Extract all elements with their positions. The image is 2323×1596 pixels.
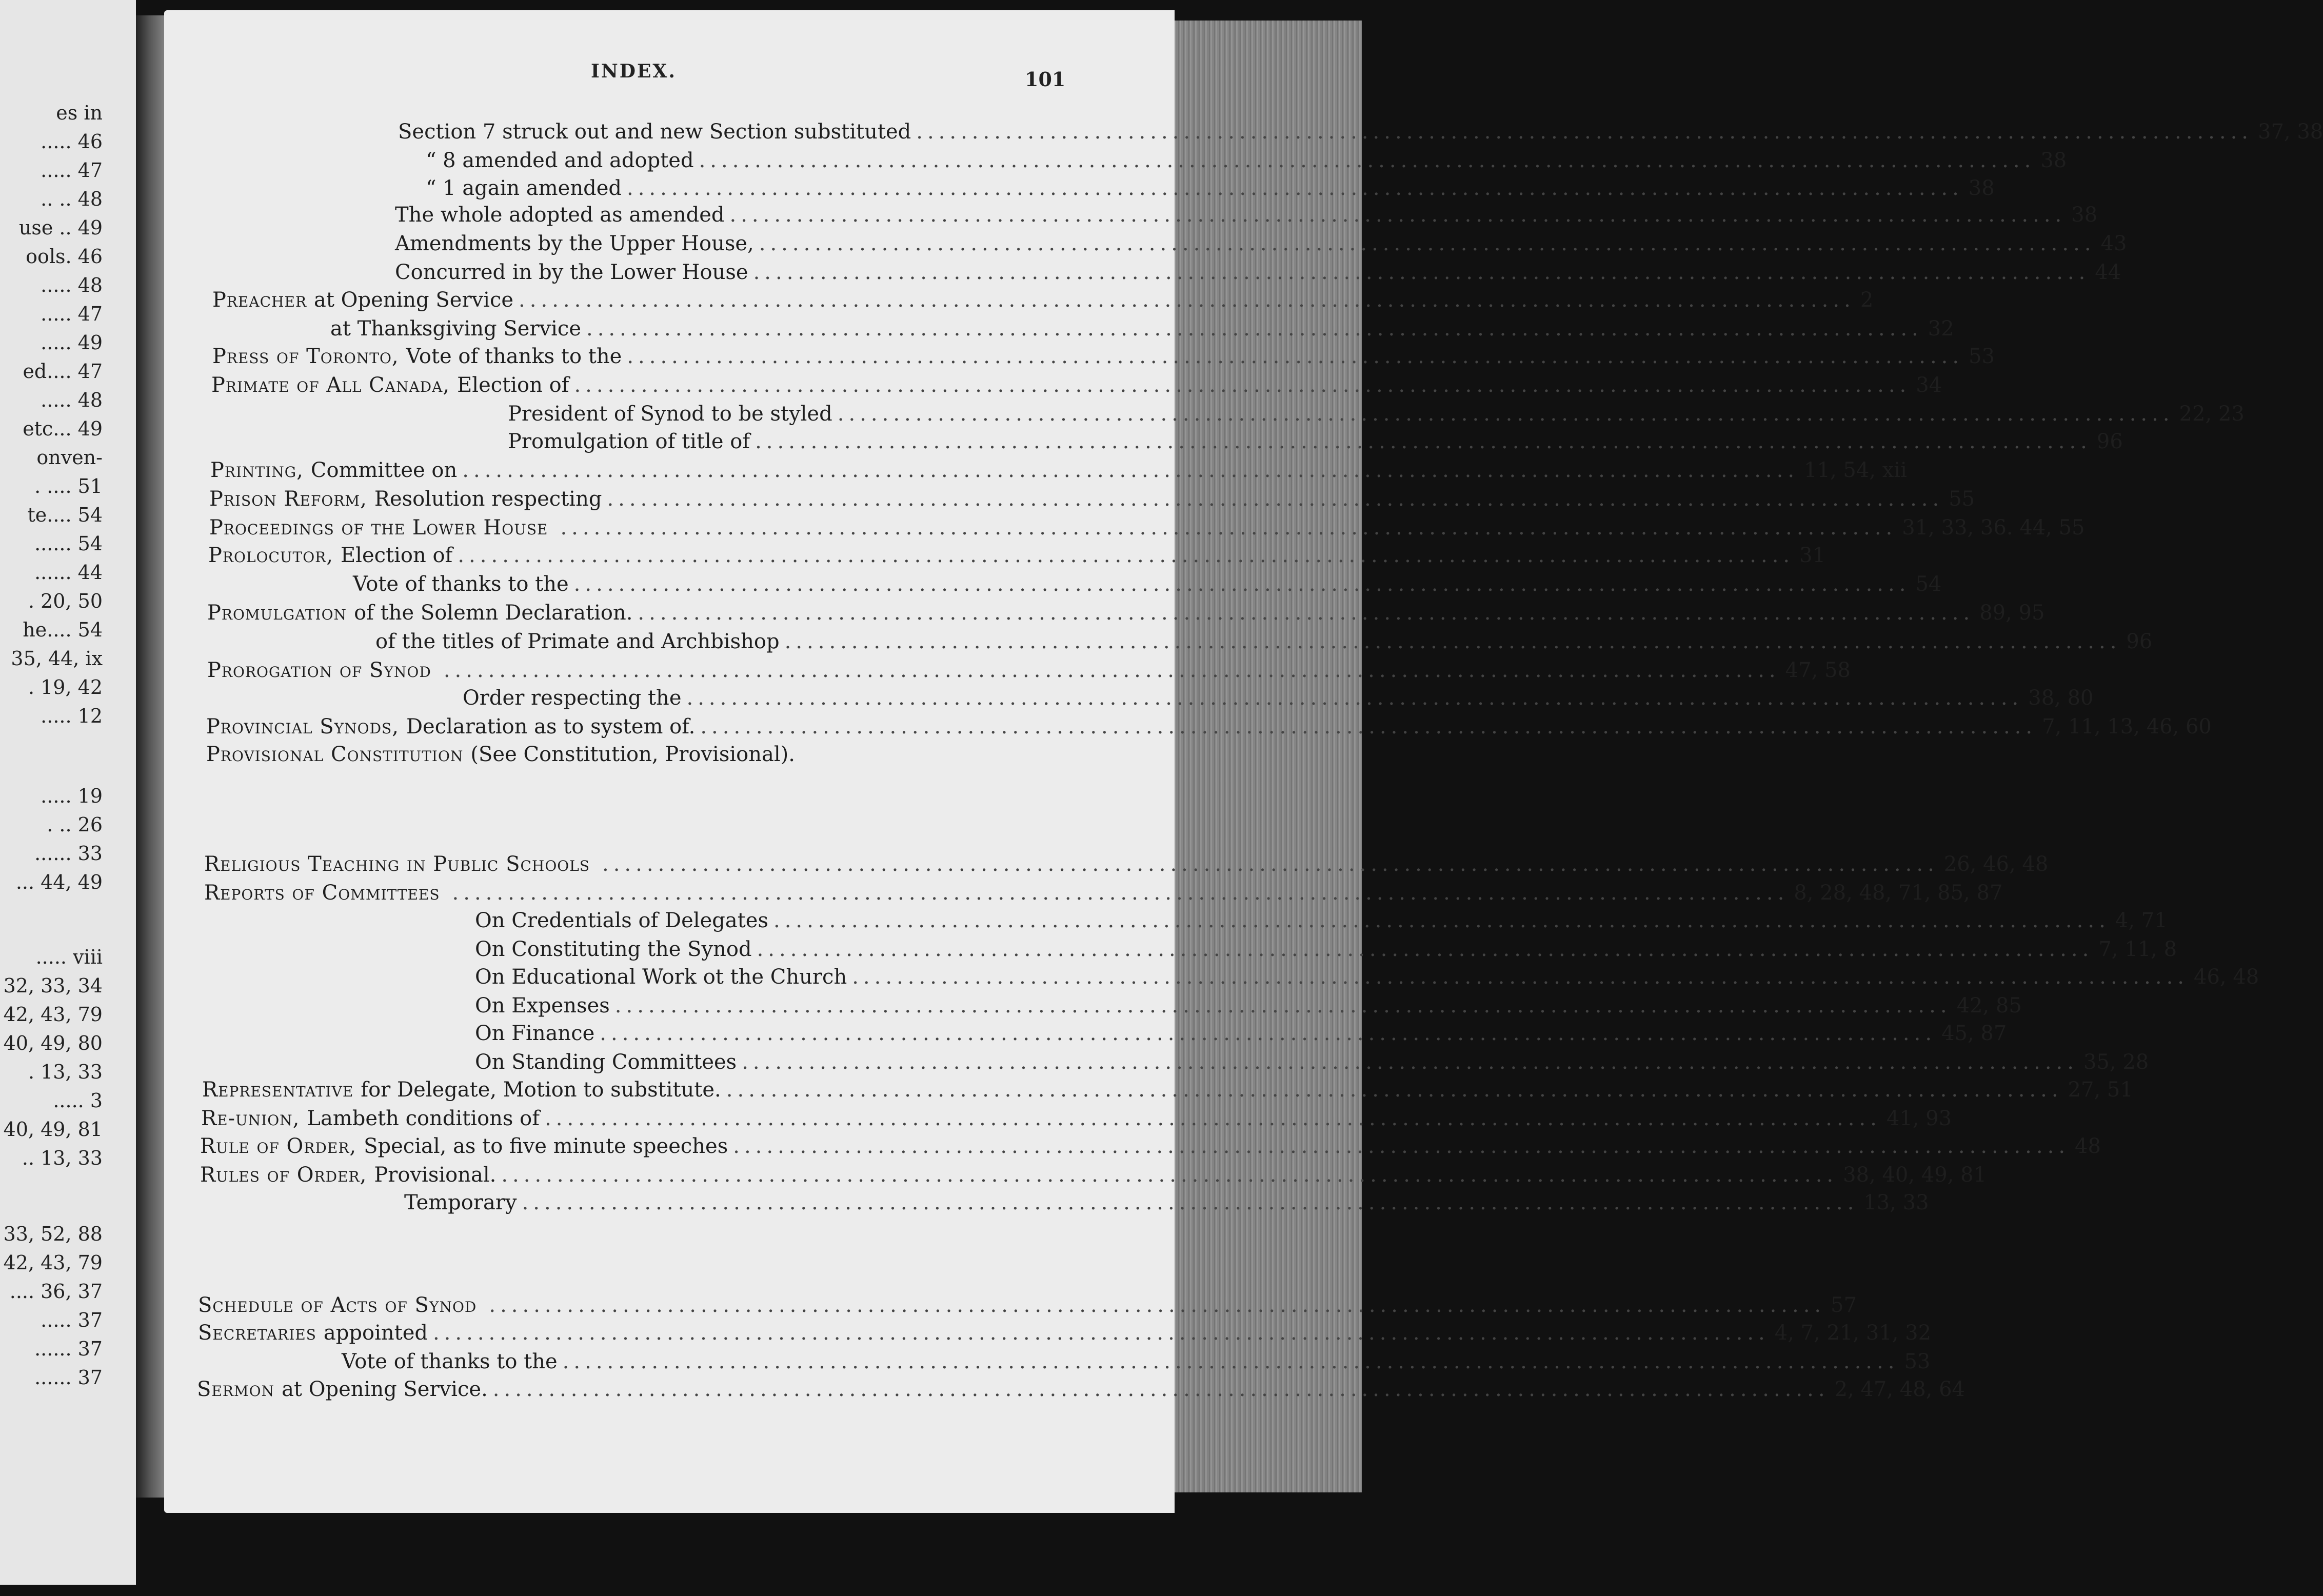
dot-leader: ........................................................................................................................ <box>773 909 2110 932</box>
index-entry <box>201 1106 1952 1131</box>
index-subentry-text: appointed <box>323 1321 428 1345</box>
index-subentry-text: Resolution respecting <box>374 487 602 511</box>
index-subentry-text: Provisional. <box>374 1163 497 1187</box>
page-references: 31, 33, 36. 44, 55 <box>1902 516 2085 540</box>
index-subentry-text: President of Synod to be styled <box>508 402 832 426</box>
page-references: 22, 23 <box>2179 402 2245 426</box>
dot-leader: ........................................................................................................................ <box>638 601 1975 625</box>
dot-leader: ........................................................................................................................ <box>733 1134 2070 1158</box>
dot-leader: ........................................................................................................................ <box>784 630 2121 653</box>
index-heading: Preacher <box>212 288 307 312</box>
index-heading: Secretaries <box>198 1321 316 1345</box>
dot-leader: ........................................................................................................................ <box>574 373 1911 397</box>
page-references: 2 <box>1860 288 1874 312</box>
left-page-line: ...... 33 <box>34 842 103 865</box>
index-subentry-text: On Finance <box>475 1022 595 1045</box>
dot-leader: ........................................................................................................................ <box>522 1191 1859 1214</box>
running-header-title: INDEX. <box>591 61 677 82</box>
page-references: 47, 58 <box>1785 659 1851 682</box>
page-references: 38, 80 <box>2028 686 2094 710</box>
index-subentry-text: The whole adopted as amended <box>395 203 725 227</box>
page-references: 26, 46, 48 <box>1943 852 2049 876</box>
left-page-line: ..... 3 <box>53 1089 103 1112</box>
dot-leader: ........................................................................................................................ <box>627 345 1964 368</box>
left-page-line: .... 36, 37 <box>9 1280 103 1303</box>
index-subentry-text: Concurred in by the Lower House <box>395 261 748 284</box>
index-entry <box>475 993 2022 1019</box>
index-entry <box>206 742 887 767</box>
index-entry <box>212 287 1874 313</box>
dot-leader: ........................................................................................................................ <box>602 852 1939 876</box>
index-heading: Rules of Order, <box>200 1163 367 1187</box>
dot-leader: ........................................................................................................................ <box>432 1321 1770 1345</box>
left-page-line: onven- <box>36 446 103 469</box>
left-page-line: ...... 54 <box>34 532 103 555</box>
dot-leader: ........................................................................................................................ <box>614 994 1952 1018</box>
dot-leader: ........................................................................................................................ <box>916 120 2253 144</box>
index-entry <box>207 600 2045 626</box>
index-subentry-text: Committee on <box>310 458 458 482</box>
left-page-line: ...... 37 <box>34 1366 103 1389</box>
dot-leader: ........................................................................................................................ <box>729 203 2067 227</box>
page-references: 38 <box>2071 203 2098 227</box>
left-page-line: 35, 44, ix <box>11 647 103 670</box>
left-page-line: 42, 43, 79 <box>3 1251 103 1274</box>
left-page-line: ..... 47 <box>41 303 103 325</box>
index-entry <box>202 1077 2133 1103</box>
page-references: 4, 7, 21, 31, 32 <box>1774 1321 1932 1345</box>
page-references: 2, 47, 48, 64 <box>1834 1378 1965 1401</box>
dot-leader: ........................................................................................................................ <box>686 686 2023 710</box>
index-subentry-text: at Opening Service <box>314 288 514 312</box>
index-subentry-text: Lambeth conditions of <box>307 1107 540 1130</box>
left-page-line: ..... 48 <box>41 389 103 411</box>
index-entry <box>375 629 2153 654</box>
index-subentry-text: Declaration as to system of. <box>406 715 696 739</box>
index-subentry-text: Amendments by the Upper House, <box>395 232 754 255</box>
index-heading: Promulgation <box>207 601 347 625</box>
index-entry <box>395 231 2127 256</box>
page-references: 42, 85 <box>1956 994 2022 1018</box>
page-references: 41, 93 <box>1886 1107 1952 1130</box>
page-references: 96 <box>2126 630 2153 653</box>
dot-leader: ........................................................................................................................ <box>562 1350 1899 1373</box>
dot-leader: ........................................................................................................................ <box>837 402 2174 426</box>
index-heading: Press of Toronto, <box>212 345 399 368</box>
index-entry <box>198 1292 1857 1318</box>
left-page-line: ..... viii <box>35 946 103 968</box>
dot-leader: ........................................................................................................................ <box>560 516 1897 540</box>
left-page-line: ed.... 47 <box>23 360 103 383</box>
index-heading: Provincial Synods, <box>206 715 399 739</box>
left-page-line: . 13, 33 <box>28 1061 103 1083</box>
index-entry <box>210 457 1907 483</box>
index-entry <box>404 1190 1929 1215</box>
dot-leader: ........................................................................................................................ <box>755 430 2092 453</box>
page-references: 45, 87 <box>1941 1022 2007 1045</box>
left-page <box>0 0 136 1585</box>
page-references: 55 <box>1949 487 1975 511</box>
index-entry <box>342 1349 1931 1374</box>
index-entry <box>204 851 2049 877</box>
index-subentry-text: Section 7 struck out and new Section substituted <box>398 120 911 144</box>
index-entry <box>475 908 2168 933</box>
index-subentry-text: at Thanksgiving Service <box>330 317 581 341</box>
index-entry <box>197 1376 1965 1402</box>
dot-leader: ........................................................................................................................ <box>573 572 1911 596</box>
page-number: 101 <box>1025 68 1066 91</box>
index-entry <box>330 316 1954 342</box>
index-subentry-text: Special, as to five minute speeches <box>364 1134 728 1158</box>
dot-leader: ........................................................................................................................ <box>462 458 1799 482</box>
left-page-line: . .... 51 <box>34 475 103 497</box>
index-heading: Provisional Constitution <box>206 743 464 766</box>
index-heading: Proceedings of the Lower House <box>209 516 548 540</box>
index-entry <box>463 685 2094 711</box>
index-heading: Sermon <box>197 1378 275 1401</box>
index-entry <box>212 344 1995 369</box>
page-references: 53 <box>1969 345 1995 368</box>
left-page-line: ...... 44 <box>34 561 103 584</box>
page-references: 34 <box>1916 373 1942 397</box>
index-entry <box>209 515 2085 541</box>
page-references: 31 <box>1799 544 1826 567</box>
index-entry <box>398 119 2323 145</box>
left-page-line: 32, 33, 34 <box>3 974 103 997</box>
page-references: 32 <box>1928 317 1954 341</box>
index-subentry-text: Election of <box>340 544 453 567</box>
index-subentry-text: Vote of thanks to the <box>353 572 569 596</box>
index-subentry-text: Temporary <box>404 1191 517 1214</box>
page-references: 48 <box>2075 1134 2101 1158</box>
index-heading: Representative <box>202 1078 354 1102</box>
left-page-line: 40, 49, 81 <box>3 1118 103 1141</box>
index-heading: Religious Teaching in Public Schools <box>204 852 590 876</box>
dot-leader: ........................................................................................................................ <box>519 288 1855 312</box>
dot-leader: ........................................................................................................................ <box>489 1293 1826 1317</box>
index-entry <box>209 486 1975 512</box>
dot-leader: ........................................................................................................................ <box>757 937 2094 961</box>
page-references: 54 <box>1915 572 1942 596</box>
left-page-line: he.... 54 <box>23 619 103 641</box>
page-references: 37, 38 <box>2258 120 2323 144</box>
page-references: 38 <box>2040 149 2067 172</box>
page-references: 13, 33 <box>1863 1191 1929 1214</box>
page-references: 89, 95 <box>1979 601 2045 625</box>
index-subentry-text: Promulgation of title of <box>508 430 750 453</box>
left-page-line: ools. 46 <box>26 245 103 268</box>
dot-leader: ........................................................................................................................ <box>452 881 1789 905</box>
index-subentry-text: for Delegate, Motion to substitute. <box>361 1078 721 1102</box>
left-page-line: 33, 52, 88 <box>3 1223 103 1245</box>
page-references: 7, 11, 8 <box>2098 937 2177 961</box>
dot-leader: ........................................................................................................................ <box>627 176 1963 200</box>
page-references: 96 <box>2096 430 2123 453</box>
page-references: 27, 51 <box>2068 1078 2133 1102</box>
index-subentry-text: On Educational Work ot the Church <box>475 965 847 989</box>
left-page-line: ... 44, 49 <box>15 871 103 893</box>
dot-leader: ........................................................................................................................ <box>726 1078 2063 1102</box>
index-entry <box>395 260 2121 285</box>
left-page-line: 42, 43, 79 <box>3 1003 103 1026</box>
index-subentry-text: On Credentials of Delegates <box>475 909 768 932</box>
index-entry <box>426 175 1995 201</box>
index-subentry-text: On Constituting the Synod <box>475 937 752 961</box>
page-references: 38 <box>1968 176 1995 200</box>
index-entry <box>207 657 1851 683</box>
left-page-line: ...... 37 <box>34 1338 103 1360</box>
left-page-line: es in <box>56 102 103 124</box>
index-heading: Schedule of Acts of Synod <box>198 1293 477 1317</box>
index-subentry-text: “ 1 again amended <box>426 176 622 200</box>
index-entry <box>426 148 2067 173</box>
index-subentry-text: On Standing Committees <box>475 1050 737 1074</box>
page-references: 57 <box>1831 1293 1857 1317</box>
index-heading: Reports of Committees <box>204 881 440 905</box>
index-entry <box>200 1133 2101 1159</box>
left-page-line: ..... 49 <box>41 331 103 354</box>
left-page-line: . .. 26 <box>47 813 103 836</box>
dot-leader: ........................................................................................................................ <box>742 1050 2078 1074</box>
index-heading: Prolocutor, <box>208 544 333 567</box>
index-subentry-text: (See Constitution, Provisional). <box>470 743 795 766</box>
page-references: 4, 71 <box>2115 909 2168 932</box>
page-references: 8, 28, 48, 71, 85, 87 <box>1794 881 2003 905</box>
left-page-line: etc... 49 <box>23 417 103 440</box>
left-page-line: te.... 54 <box>27 504 103 526</box>
left-page-line: ..... 47 <box>41 159 103 182</box>
index-entry <box>475 1021 2007 1046</box>
index-entry <box>395 202 2098 228</box>
index-entry <box>475 1049 2149 1075</box>
index-heading: Prorogation of Synod <box>207 659 431 682</box>
dot-leader: ........................................................................................................................ <box>501 1163 1838 1187</box>
dot-leader: ........................................................................................................................ <box>443 659 1780 682</box>
index-subentry-text: Order respecting the <box>463 686 682 710</box>
index-entry <box>206 714 2212 740</box>
index-entry <box>208 543 1826 568</box>
dot-leader: ........................................................................................................................ <box>492 1378 1830 1401</box>
index-subentry-text: On Expenses <box>475 994 610 1018</box>
dot-leader: ........................................................................................................................ <box>586 317 1923 341</box>
index-heading: Re-union, <box>201 1107 300 1130</box>
page-references: 35, 28 <box>2083 1050 2149 1074</box>
index-subentry-text: Election of <box>457 373 569 397</box>
page-references: 7, 11, 13, 46, 60 <box>2042 715 2212 739</box>
index-subentry-text: at Opening Service. <box>282 1378 488 1401</box>
index-subentry-text: of the Solemn Declaration. <box>354 601 633 625</box>
dot-leader: ........................................................................................................................ <box>699 149 2036 172</box>
page-references: 43 <box>2100 232 2127 255</box>
page-references: 53 <box>1904 1350 1931 1373</box>
index-heading: Rule of Order, <box>200 1134 357 1158</box>
left-page-line: .. .. 48 <box>41 188 103 210</box>
index-entry <box>508 429 2123 454</box>
index-entry <box>200 1162 1987 1188</box>
left-page-line: .. 13, 33 <box>22 1147 103 1169</box>
index-heading: Primate of All Canada, <box>211 373 450 397</box>
index-heading: Prison Reform, <box>209 487 367 511</box>
index-subentry-text: of the titles of Primate and Archbishop <box>375 630 780 653</box>
left-page-line: ..... 12 <box>41 705 103 727</box>
dot-leader: ........................................................................................................................ <box>852 965 2189 989</box>
index-subentry-text: Vote of thanks to the <box>406 345 622 368</box>
left-page-line: ..... 46 <box>41 130 103 153</box>
dot-leader: ........................................................................................................................ <box>600 1022 1937 1045</box>
left-page-line: ..... 37 <box>41 1309 103 1331</box>
index-entry <box>475 936 2177 962</box>
dot-leader: ........................................................................................................................ <box>607 487 1944 511</box>
left-page-line: ..... 19 <box>41 785 103 807</box>
left-page-line: ..... 48 <box>41 274 103 296</box>
page-references: 38, 40, 49, 81 <box>1843 1163 1987 1187</box>
dot-leader: ........................................................................................................................ <box>545 1107 1881 1130</box>
left-page-line: . 19, 42 <box>28 676 103 699</box>
dot-leader: ........................................................................................................................ <box>753 261 2090 284</box>
dot-leader: ........................................................................................................................ <box>458 544 1795 567</box>
index-heading: Printing, <box>210 458 304 482</box>
index-entry <box>211 372 1942 398</box>
index-subentry-text: Vote of thanks to the <box>342 1350 558 1373</box>
dot-leader: ........................................................................................................................ <box>759 232 2096 255</box>
index-entry <box>475 964 2259 990</box>
left-page-line: 40, 49, 80 <box>3 1032 103 1054</box>
page-references: 11, 54, xii <box>1804 458 1907 482</box>
index-entry <box>204 880 2003 906</box>
index-entry <box>353 571 1942 597</box>
left-page-line: use .. 49 <box>18 216 103 239</box>
page-references: 44 <box>2095 261 2121 284</box>
page-references: 46, 48 <box>2194 965 2259 989</box>
dot-leader: ........................................................................................................................ <box>700 715 2037 739</box>
left-page-line: . 20, 50 <box>28 590 103 612</box>
index-entry <box>508 401 2245 427</box>
index-subentry-text: “ 8 amended and adopted <box>426 149 694 172</box>
index-entry <box>198 1320 1932 1346</box>
